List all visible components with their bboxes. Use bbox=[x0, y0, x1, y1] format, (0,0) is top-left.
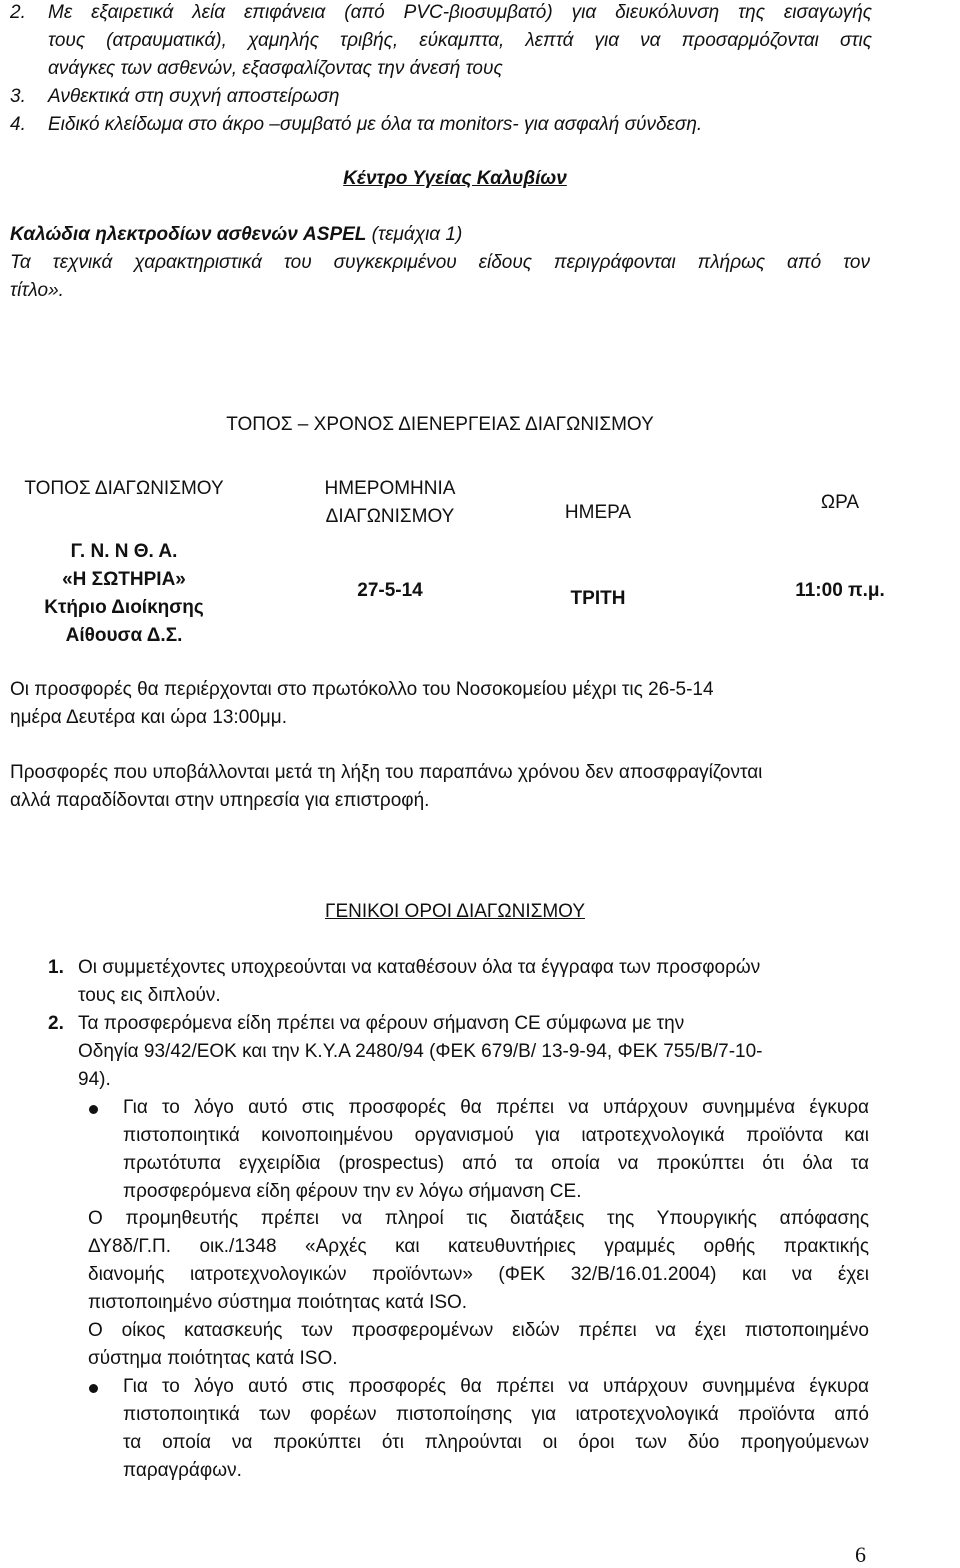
term-2-line1: Τα προσφερόμενα είδη πρέπει να φέρουν σήμανση CE σύμφωνα με την bbox=[78, 1013, 685, 1034]
intro-item-2 bbox=[10, 2, 872, 86]
bullet-2-line: Για το λόγο αυτό στις προσφορές θα πρέπει να υπάρχουν συνημμένα έγκυρα bbox=[123, 1376, 869, 1397]
intro-item-number: 4. bbox=[10, 114, 26, 135]
schedule-col-day-header: ΗΜΕΡΑ bbox=[564, 502, 632, 523]
manufacturer-line: Ο οίκος κατασκευής των προσφερομένων ειδών πρέπει να έχει πιστοποιημένο bbox=[88, 1320, 869, 1341]
intro-item-line: Με εξαιρετικά λεία επιφάνεια (από PVC-βιοσυμβατό) για διευκόλυνση της εισαγωγής bbox=[48, 2, 872, 23]
manufacturer-line: σύστημα ποιότητας κατά ISO. bbox=[88, 1348, 338, 1369]
item-title-qty: (τεμάχια 1) bbox=[366, 224, 463, 245]
term-1-line2: τους εις διπλούν. bbox=[78, 985, 221, 1006]
term-2-number: 2. bbox=[48, 1013, 64, 1034]
general-terms-heading: ΓΕΝΙΚΟΙ ΟΡΟΙ ΔΙΑΓΩΝΙΣΜΟΥ bbox=[324, 901, 586, 922]
schedule-col-place-header: ΤΟΠΟΣ ΔΙΑΓΩΝΙΣΜΟΥ bbox=[24, 478, 224, 499]
schedule-date-value: 27-5-14 bbox=[357, 580, 423, 601]
bullet-2-line: πιστοποιητικά των φορέων πιστοποίησης για ιατροτεχνολογικά προϊόντα από bbox=[123, 1404, 869, 1425]
bullet-1-line: πιστοποιητικά κοινοποιημένου οργανισμού για ιατροτεχνολογικά προϊόντα και bbox=[123, 1125, 869, 1146]
schedule-col-date-header-line1: ΗΜΕΡΟΜΗΝΙΑ bbox=[324, 478, 456, 499]
bullet-1-line: Για το λόγο αυτό στις προσφορές θα πρέπει να υπάρχουν συνημμένα έγκυρα bbox=[123, 1097, 869, 1118]
bullet-2-block bbox=[123, 1376, 869, 1488]
intro-item-3 bbox=[10, 86, 339, 108]
supplier-line: πιστοποιημένο σύστημα ποιότητας κατά ISO. bbox=[88, 1292, 468, 1313]
bullet-1-block bbox=[123, 1097, 869, 1209]
term-2-line3: 94). bbox=[78, 1069, 111, 1090]
intro-item-line: Ανθεκτικά στη συχνή αποστείρωση bbox=[48, 86, 340, 107]
page-number: 6 bbox=[855, 1542, 866, 1567]
item-description-text: Τα τεχνικά χαρακτηριστικά του συγκεκριμένου είδους περιγράφονται πλήρως από τον bbox=[10, 252, 870, 273]
bullet-1-line: προσφερόμενα είδη φέρουν την εν λόγω σήμανση CE. bbox=[123, 1181, 582, 1202]
schedule-place-value bbox=[0, 538, 248, 650]
intro-item-number: 3. bbox=[10, 86, 26, 107]
item-description-line2: τίτλο». bbox=[10, 280, 64, 301]
schedule-heading: ΤΟΠΟΣ – ΧΡΟΝΟΣ ΔΙΕΝΕΡΓΕΙΑΣ ΔΙΑΓΩΝΙΣΜΟΥ bbox=[226, 414, 654, 435]
term-1-number: 1. bbox=[48, 957, 64, 978]
bullet-2-line: παραγράφων. bbox=[123, 1460, 242, 1481]
intro-item-4 bbox=[10, 114, 702, 136]
bullet-icon bbox=[89, 1105, 98, 1114]
manufacturer-paragraph bbox=[88, 1320, 869, 1376]
item-description-line1 bbox=[10, 252, 870, 274]
schedule-day-value: ΤΡΙΤΗ bbox=[570, 588, 626, 609]
intro-item-line: Ειδικό κλείδωμα στο άκρο –συμβατό με όλα τα monitors- για ασφαλή σύνδεση. bbox=[48, 114, 703, 135]
schedule-col-date-header-line2: ΔΙΑΓΩΝΙΣΜΟΥ bbox=[325, 506, 455, 527]
schedule-place-line: «Η ΣΩΤΗΡΙΑ» bbox=[62, 569, 186, 590]
schedule-place-line: Γ. Ν. Ν Θ. Α. bbox=[70, 541, 178, 562]
schedule-place-line: Αίθουσα Δ.Σ. bbox=[65, 625, 183, 646]
term-1-line1: Οι συμμετέχοντες υποχρεούνται να καταθέσουν όλα τα έγγραφα των προσφορών bbox=[78, 957, 761, 978]
notes-p1-line1: Οι προσφορές θα περιέρχονται στο πρωτόκολλο του Νοσοκομείου μέχρι τις 26-5-14 bbox=[10, 679, 714, 700]
supplier-paragraph bbox=[88, 1208, 869, 1320]
item-title bbox=[10, 224, 462, 246]
supplier-line: ΔΥ8δ/Γ.Π. οικ./1348 «Αρχές και κατευθυντήριες γραμμές ορθής πρακτικής bbox=[88, 1236, 869, 1257]
center-heading: Κέντρο Υγείας Καλυβίων bbox=[343, 168, 567, 189]
notes-p2-line2: αλλά παραδίδονται στην υπηρεσία για επιστροφή. bbox=[10, 790, 430, 811]
bullet-1-line: πρωτότυπα εγχειρίδια (prospectus) από τα οποία να προκύπτει ότι όλα τα bbox=[123, 1153, 869, 1174]
term-2-line2: Οδηγία 93/42/ΕΟΚ και την Κ.Υ.Α 2480/94 (ΦΕΚ 679/Β/ 13-9-94, ΦΕΚ 755/Β/7-10- bbox=[78, 1041, 763, 1062]
intro-item-line: τους (ατραυματικά), χαμηλής τριβής, εύκαμπτα, λεπτά για να προσαρμόζονται στις bbox=[48, 30, 872, 51]
supplier-line: Ο προμηθευτής πρέπει να πληροί τις διατάξεις της Υπουργικής απόφασης bbox=[88, 1208, 869, 1229]
intro-item-line: ανάγκες των ασθενών, εξασφαλίζοντας την άνεσή τους bbox=[48, 58, 503, 79]
notes-p1-line2: ημέρα Δευτέρα και ώρα 13:00μμ. bbox=[10, 707, 287, 728]
bullet-2-line: τα οποία να προκύπτει ότι πληρούνται οι όροι των δύο προηγούμενων bbox=[123, 1432, 869, 1453]
intro-item-number: 2. bbox=[10, 2, 26, 23]
item-title-bold: Καλώδια ηλεκτροδίων ασθενών ASPEL bbox=[10, 224, 367, 245]
supplier-line: διανομής ιατροτεχνολογικών προϊόντων» (ΦΕΚ 32/Β/16.01.2004) και να έχει bbox=[88, 1264, 869, 1285]
notes-p2-line1: Προσφορές που υποβάλλονται μετά τη λήξη του παραπάνω χρόνου δεν αποσφραγίζονται bbox=[10, 762, 763, 783]
schedule-time-value: 11:00 π.μ. bbox=[795, 580, 885, 601]
schedule-col-time-header: ΩΡΑ bbox=[820, 492, 860, 513]
schedule-place-line: Κτήριο Διοίκησης bbox=[44, 597, 204, 618]
bullet-icon bbox=[89, 1384, 98, 1393]
